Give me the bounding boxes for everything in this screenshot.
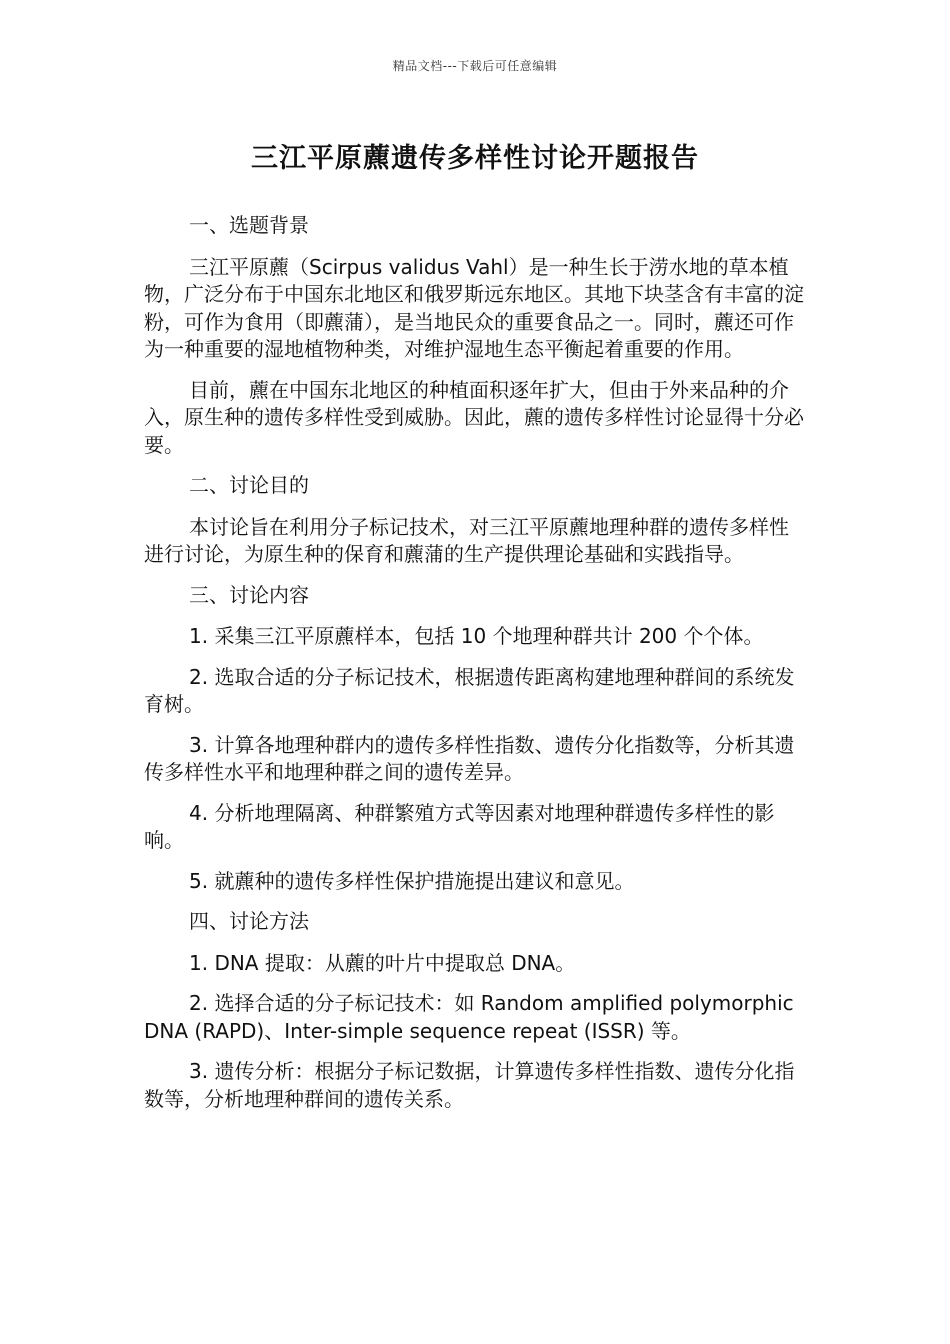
section-heading: 三、讨论内容 (189, 582, 309, 607)
section-heading: 二、讨论目的 (189, 473, 309, 497)
list-item: 1. DNA 提取：从藨的叶片中提取总 DNA。 (189, 950, 576, 975)
section-heading: 一、选题背景 (189, 213, 309, 237)
list-item: 1. 采集三江平原藨样本，包括 10 个地理种群共计 200 个个体。 (189, 624, 764, 648)
list-item: 5. 就藨种的遗传多样性保护措施提出建议和意见。 (189, 868, 635, 893)
paragraph: 三江平原藨（Scirpus validus Vahl）是一种生长于涝水地的草本植物，广泛分布于中国东北地区和俄罗斯远东地区。其地下块茎含有丰富的淀粉，可作为食用（即藨蒲），是当地民众的重要食品之一。同时，藨还可作为一种重要的湿地植物种类，对维护湿地生态平衡起着重要的作用。 (144, 254, 804, 361)
document-title: 三江平原藨遗传多样性讨论开题报告 (251, 143, 699, 174)
section-heading: 四、讨论方法 (189, 909, 309, 933)
list-item: 3. 遗传分析：根据分子标记数据，计算遗传多样性指数、遗传分化指数等，分析地理种群间的遗传关系。 (144, 1059, 795, 1111)
document-body (144, 212, 804, 1126)
list-item: 2. 选取合适的分子标记技术，根据遗传距离构建地理种群间的系统发育树。 (144, 664, 795, 716)
paragraph: 本讨论旨在利用分子标记技术，对三江平原藨地理种群的遗传多样性进行讨论，为原生种的保育和藨蒲的生产提供理论基础和实践指导。 (144, 514, 789, 566)
list-item: 2. 选择合适的分子标记技术：如 Random amplified polymorphic DNA (RAPD)、Inter-simple sequence repeat (ISSR) 等。 (144, 991, 794, 1043)
list-item: 3. 计算各地理种群内的遗传多样性指数、遗传分化指数等，分析其遗传多样性水平和地理种群之间的遗传差异。 (144, 732, 795, 784)
page-header-note: 精品文档---下载后可任意编辑 (392, 59, 558, 73)
list-item: 4. 分析地理隔离、种群繁殖方式等因素对地理种群遗传多样性的影响。 (144, 800, 775, 852)
paragraph: 目前，藨在中国东北地区的种植面积逐年扩大，但由于外来品种的介入，原生种的遗传多样性受到威胁。因此，藨的遗传多样性讨论显得十分必要。 (144, 377, 804, 457)
